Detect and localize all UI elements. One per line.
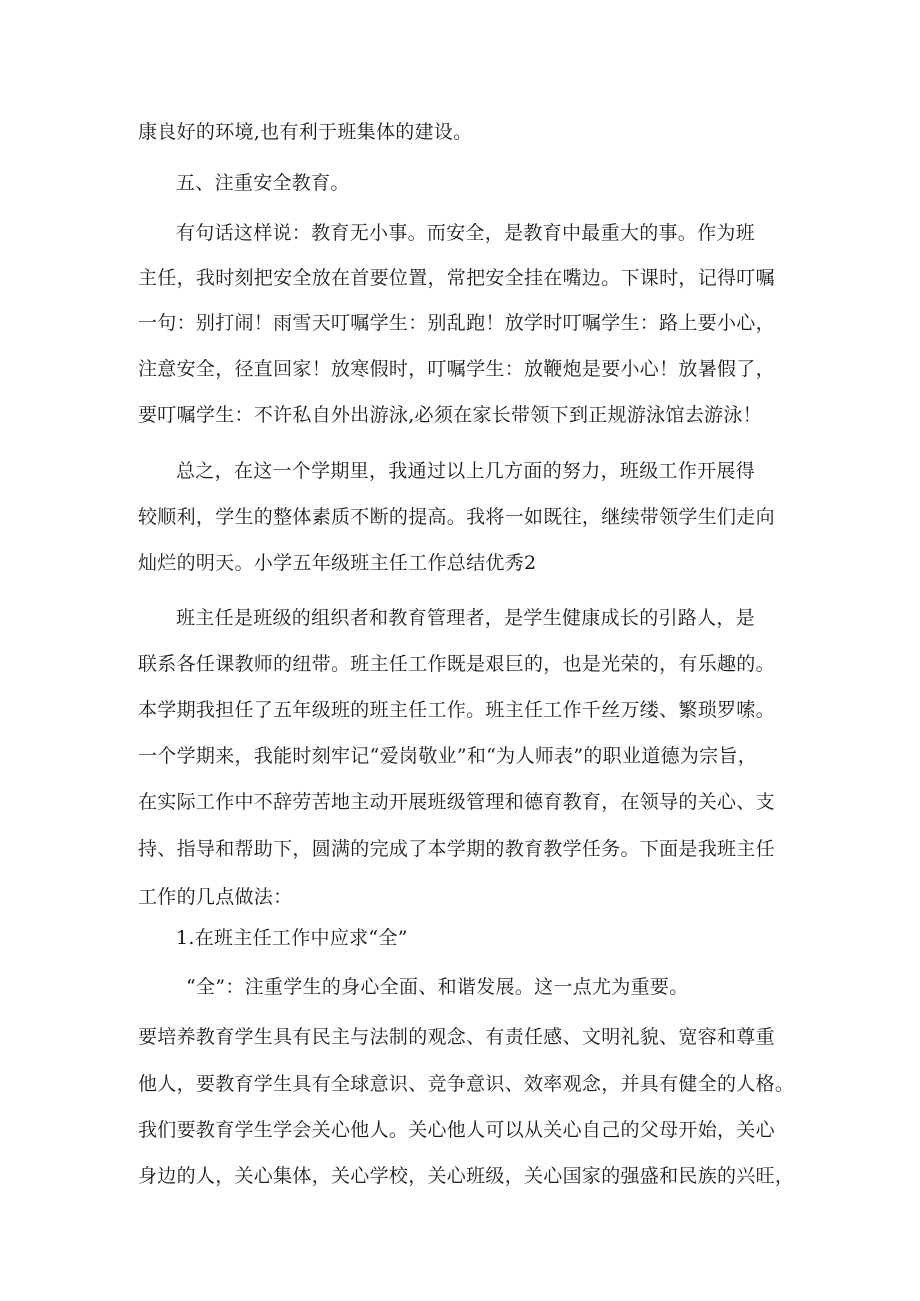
text-line-17: 工作的几点做法：: [138, 886, 293, 908]
text-line-19: “全”：注重学生的身心全面、和谐发展。这一点尤为重要。: [186, 976, 689, 998]
text-line-22: 我们要教育学生学会关心他人。关心他人可以从关心自己的父母开始，关心: [138, 1119, 775, 1141]
text-line-15: 在实际工作中不辞劳苦地主动开展班级管理和德育教育，在领导的关心、支: [138, 791, 775, 813]
text-line-9: 较顺利，学生的整体素质不断的提高。我将一如既往，继续带领学生们走向: [138, 506, 775, 528]
text-line-21: 他人，要教育学生具有全球意识、竞争意识、效率观念，并具有健全的人格。: [138, 1073, 795, 1095]
section-heading-safety: 五、注重安全教育。: [176, 172, 350, 194]
text-line-1: 康良好的环境,也有利于班集体的建设。: [138, 121, 473, 143]
text-line-8: 总之，在这一个学期里，我通过以上几方面的努力，班级工作开展得: [176, 460, 756, 482]
text-line-13: 本学期我担任了五年级班的班主任工作。班主任工作千丝万缕、繁琐罗嗦。: [138, 699, 775, 721]
text-line-3: 有句话这样说：教育无小事。而安全，是教育中最重大的事。作为班: [176, 222, 756, 244]
text-line-11: 班主任是班级的组织者和教育管理者，是学生健康成长的引路人，是: [176, 607, 756, 629]
text-line-12: 联系各任课教师的纽带。班主任工作既是艰巨的，也是光荣的，有乐趣的。: [138, 653, 775, 675]
text-line-23: 身边的人，关心集体，关心学校，关心班级，关心国家的强盛和民族的兴旺，: [138, 1165, 795, 1187]
text-line-10: 灿烂的明天。小学五年级班主任工作总结优秀2: [138, 552, 537, 574]
text-line-16: 持、指导和帮助下，圆满的完成了本学期的教育教学任务。下面是我班主任: [138, 838, 775, 860]
text-line-6: 注意安全，径直回家！放寒假时，叮嘱学生：放鞭炮是要小心！放暑假了，: [138, 358, 775, 380]
text-line-7: 要叮嘱学生：不许私自外出游泳,必须在家长带领下到正规游泳馆去游泳！: [138, 404, 762, 426]
text-line-20: 要培养教育学生具有民主与法制的观念、有责任感、文明礼貌、宽容和尊重: [138, 1026, 775, 1048]
text-line-5: 一句：别打闹！雨雪天叮嘱学生：别乱跑！放学时叮嘱学生：路上要小心，: [138, 312, 775, 334]
text-line-14: 一个学期来，我能时刻牢记“爱岗敬业”和“为人师表”的职业道德为宗旨，: [138, 745, 758, 767]
text-line-4: 主任，我时刻把安全放在首要位置，常把安全挂在嘴边。下课时，记得叮嘱: [138, 267, 775, 289]
subheading-all-round: 1.在班主任工作中应求“全”: [176, 927, 408, 949]
